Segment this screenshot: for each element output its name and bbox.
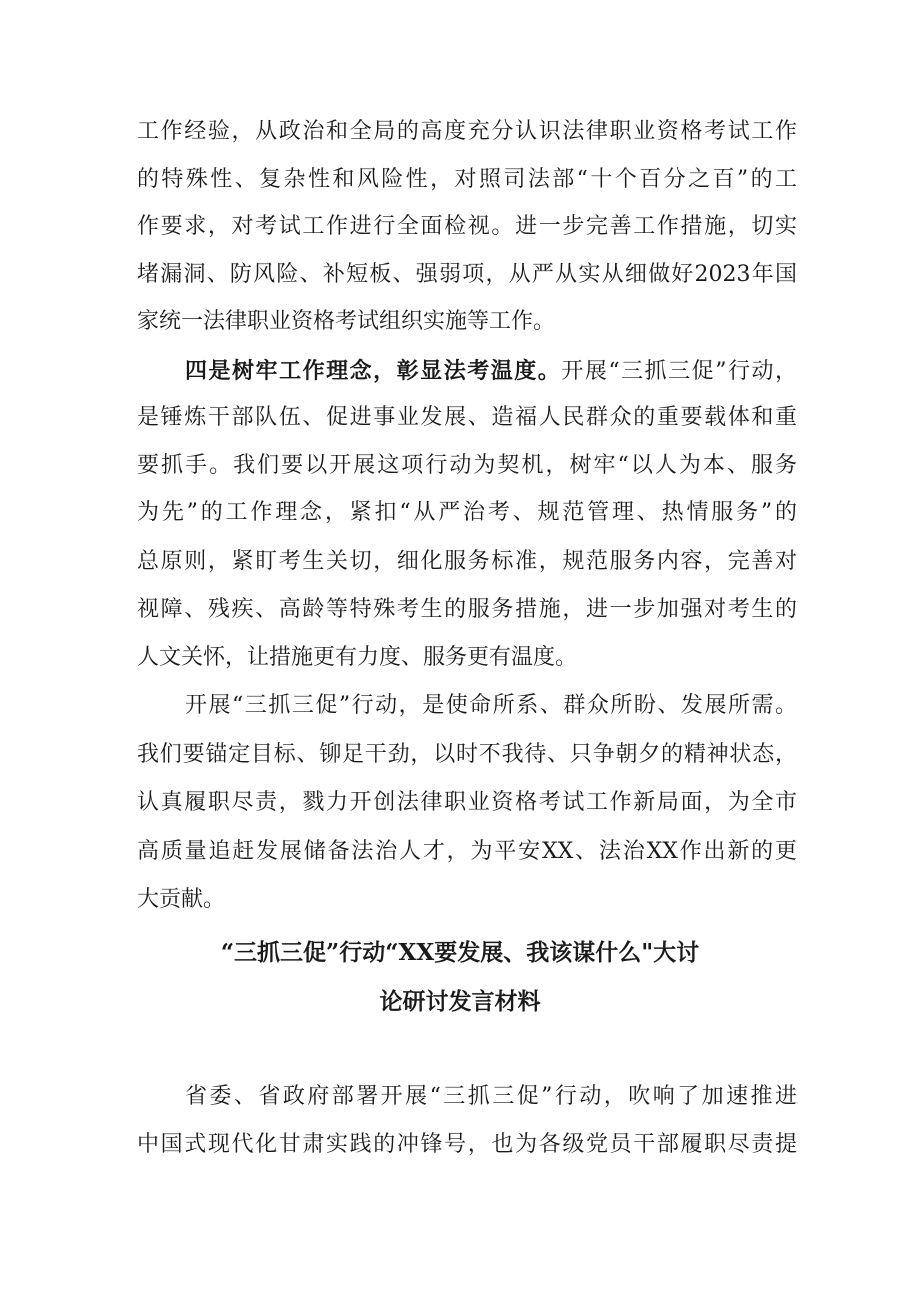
paragraph-first-line: 省委、省政府部署开展“三抓三促”行动，吹响了加速推进 [185, 1084, 797, 1109]
paragraph-line: 为先”的工作理念，紧扣“从严治考、规范管理、热情服务”的 [137, 500, 797, 525]
paragraph-first-line [185, 356, 797, 386]
paragraph-line: 作要求，对考试工作进行全面检视。进一步完善工作措施，切实 [137, 214, 797, 239]
paragraph-lead-bold: 四是树牢工作理念，彰显法考温度。 [185, 358, 562, 384]
paragraph-line: 的特殊性、复杂性和风险性，对照司法部“十个百分之百”的工 [137, 167, 797, 192]
paragraph-line: 总原则，紧盯考生关切，细化服务标准，规范服务内容，完善对 [137, 549, 797, 574]
paragraph-line: 家统一法律职业资格考试组织实施等工作。 [137, 309, 556, 334]
paragraph-line: 人文关怀，让措施更有力度、服务更有温度。 [137, 645, 578, 670]
paragraph-line: 是锤炼干部队伍、促进事业发展、造福人民群众的重要载体和重 [137, 405, 797, 430]
paragraph-line: 高质量追赶发展储备法治人才，为平安XX、法治XX作出新的更 [137, 839, 797, 864]
paragraph-line: 大贡献。 [137, 887, 226, 912]
paragraph-line: 认真履职尽责，戮力开创法律职业资格考试工作新局面，为全市 [137, 790, 797, 815]
paragraph-first-line: 开展“三抓三促”行动，是使命所系、群众所盼、发展所需。 [185, 693, 797, 718]
paragraph-line: 堵漏洞、防风险、补短板、强弱项，从严从实从细做好2023年国 [137, 262, 797, 287]
section-title: “三抓三促”行动“XX要发展、我该谋什么"大讨 [220, 939, 700, 966]
paragraph-line: 中国式现代化甘肃实践的冲锋号，也为各级党员干部履职尽责提 [137, 1132, 797, 1157]
paragraph-lead-rest: 开展“三抓三促”行动， [561, 359, 797, 384]
paragraph-line: 视障、残疾、高龄等特殊考生的服务措施，进一步加强对考生的 [137, 597, 797, 622]
paragraph-line: 工作经验，从政治和全局的高度充分认识法律职业资格考试工作 [137, 119, 797, 144]
section-title: 论研讨发言材料 [379, 988, 541, 1015]
paragraph-line: 我们要锚定目标、铆足干劲，以时不我待、只争朝夕的精神状态， [137, 742, 797, 767]
paragraph-line: 要抓手。我们要以开展这项行动为契机，树牢“以人为本、服务 [137, 453, 797, 478]
